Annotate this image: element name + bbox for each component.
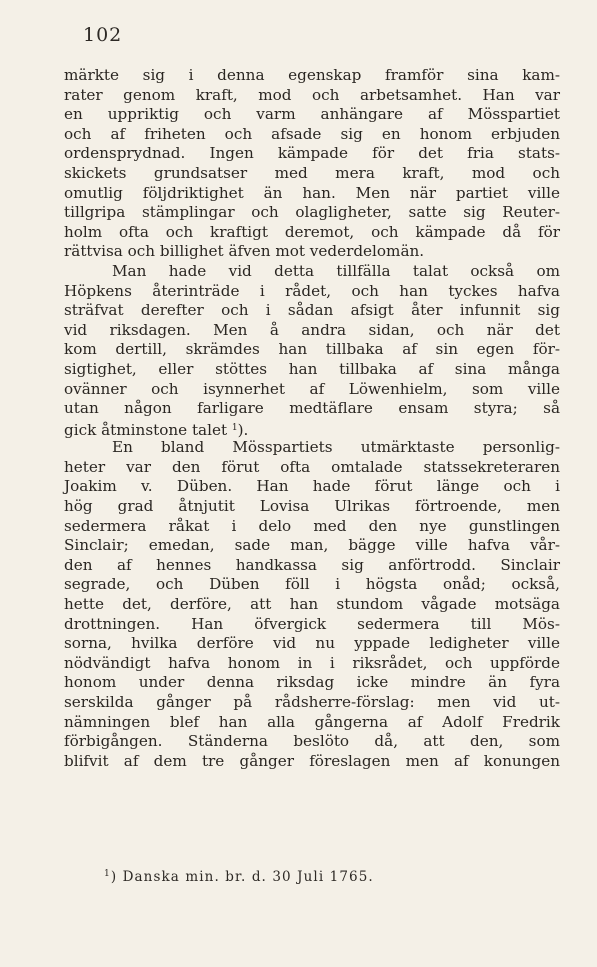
text-line: nödvändigt hafva honom in i riksrådet, och uppförde xyxy=(64,653,560,672)
text-line: Höpkens återinträde i rådet, och han tyckes hafva xyxy=(64,281,560,300)
footnote-marker-suffix: ) xyxy=(110,869,118,885)
text-line: segrade, och Düben föll i högsta onåd; också, xyxy=(64,575,560,594)
text-line-content: gick åtminstone talet xyxy=(64,420,228,439)
text-line: Sinclair; emedan, sade man, bägge ville hafva vår- xyxy=(64,536,560,555)
text-line: sträfvat derefter och i sådan afsigt åter infunnit sig xyxy=(64,301,560,320)
text-line: en uppriktig och varm anhängare af Mösspartiet xyxy=(64,105,560,124)
text-line: serskilda gånger på rådsherre-förslag: men vid ut- xyxy=(64,693,560,711)
text-line: Joakim v. Düben. Han hade förut länge och i xyxy=(64,477,560,496)
text-line: förbigången. Ständerna beslöto då, att den, som xyxy=(64,732,560,751)
text-line: tillgripa stämplingar och olagligheter, satte sig Reuter- xyxy=(64,203,560,222)
text-line: ordensprydnad. Ingen kämpade för det fria stats- xyxy=(64,144,560,163)
footnote-marker: 1 xyxy=(104,869,111,879)
text-line: rättvisa och billighet äfven mot vederdelomän. xyxy=(64,242,425,261)
text-line: hög grad åtnjutit Lovisa Ulrikas förtroende, men xyxy=(64,497,560,516)
text-line: hette det, derföre, att han stundom vågade motsäga xyxy=(64,595,560,614)
text-line: blifvit af dem tre gånger föreslagen men af konungen xyxy=(64,751,560,770)
text-line: omutlig följdriktighet än han. Men när partiet ville xyxy=(64,183,560,202)
text-line: nämningen blef han alla gångerna af Adolf Fredrik xyxy=(64,712,560,731)
text-line: En bland Mösspartiets utmärktaste personlig- xyxy=(112,438,560,457)
text-line: holm ofta och kraftigt deremot, och kämpade då för xyxy=(64,222,560,241)
text-line: kom dertill, skrämdes han tillbaka af sin egen för- xyxy=(64,340,560,359)
text-line: honom under denna riksdag icke mindre än fyra xyxy=(64,673,560,692)
footnote-ref-marker: 1 xyxy=(231,422,238,433)
text-line: sedermera råkat i delo med den nye gunstlingen xyxy=(64,516,560,535)
text-line: utan någon farligare medtäflare ensam styra; så xyxy=(64,399,560,418)
text-line: drottningen. Han öfvergick sedermera till Mös- xyxy=(64,614,560,633)
text-line: skickets grundsatser med mera kraft, mod och xyxy=(64,163,560,182)
page-number: 102 xyxy=(83,24,123,46)
text-line: och af friheten och afsade sig en honom erbjuden xyxy=(64,124,560,143)
text-line: rater genom kraft, mod och arbetsamhet. Han var xyxy=(64,85,560,104)
text-line: märkte sig i denna egenskap framför sina kam- xyxy=(64,66,560,84)
footnote-ref-suffix: ). xyxy=(237,420,249,439)
text-line: sigtighet, eller stöttes han tillbaka af sina många xyxy=(64,359,560,378)
text-line-with-footnote-ref xyxy=(64,419,560,439)
text-line: Man hade vid detta tillfälla talat också om xyxy=(112,261,560,280)
footnote-text: Danska min. br. d. 30 Juli 1765. xyxy=(122,869,374,885)
body-text xyxy=(64,66,560,771)
text-line: ovänner och isynnerhet af Löwenhielm, som ville xyxy=(64,379,560,398)
footnote xyxy=(104,869,374,885)
text-line: vid riksdagen. Men å andra sidan, och när det xyxy=(64,320,560,339)
text-line: sorna, hvilka derföre vid nu yppade ledigheter ville xyxy=(64,634,560,653)
text-line: den af hennes handkassa sig anförtrodd. Sinclair xyxy=(64,555,560,574)
text-line: heter var den förut ofta omtalade statssekreteraren xyxy=(64,457,560,476)
